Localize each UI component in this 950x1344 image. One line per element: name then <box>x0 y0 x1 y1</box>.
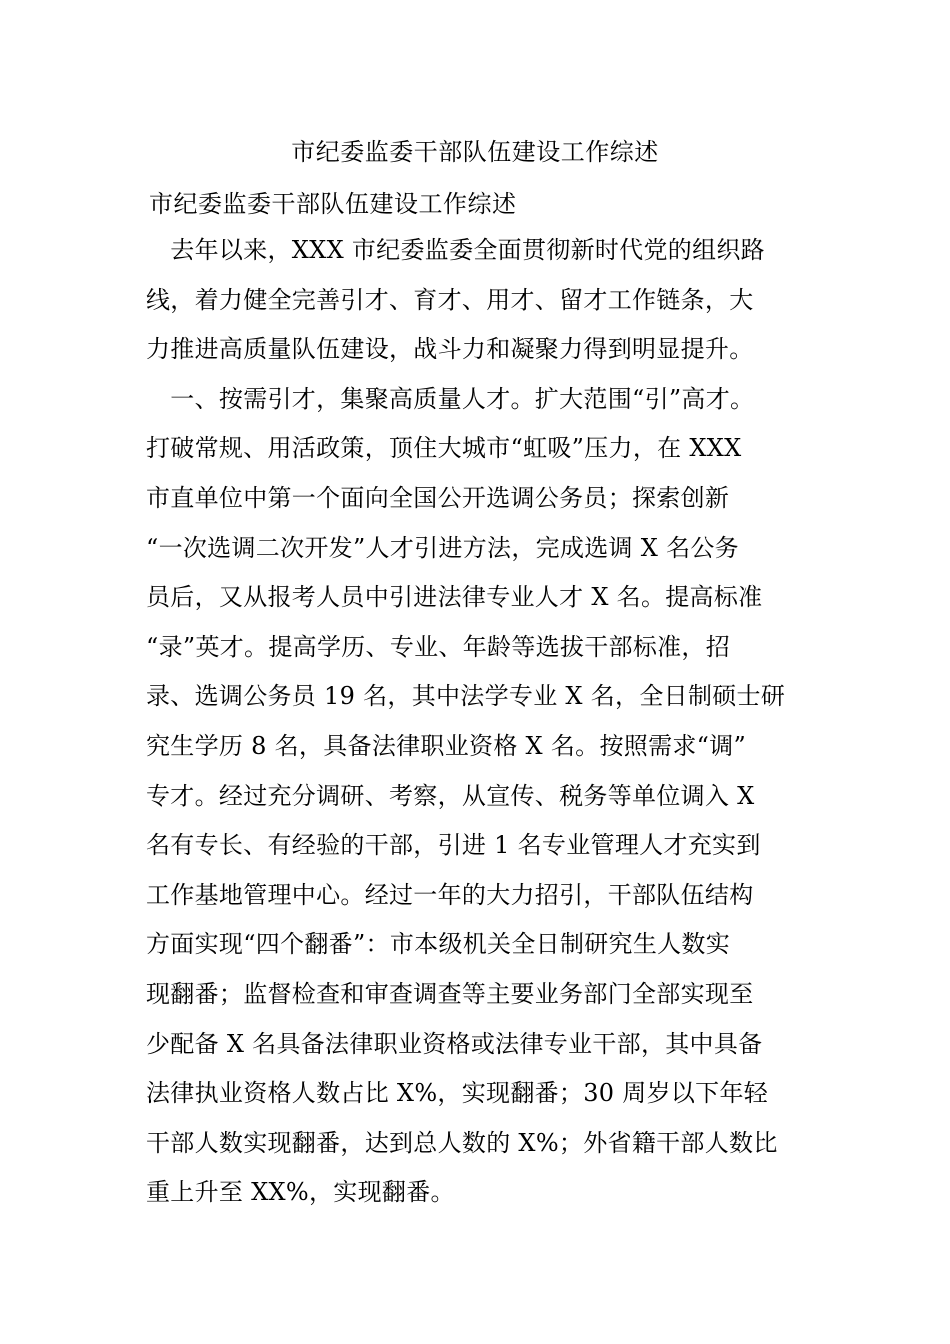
paragraph-line: 去年以来，XXX 市纪委监委全面贯彻新时代党的组织路 <box>146 236 765 264</box>
document-title: 市纪委监委干部队伍建设工作综述 <box>291 138 659 166</box>
paragraph-line: 重上升至 XX%，实现翻番。 <box>146 1178 455 1207</box>
paragraph-line: 线，着力健全完善引才、育才、用才、留才工作链条，大 <box>146 285 754 314</box>
paragraph-line: 专才。经过充分调研、考察，从宣传、税务等单位调入 X <box>146 781 755 810</box>
document-body <box>146 232 826 1224</box>
paragraph-line: 名有专长、有经验的干部，引进 1 名专业管理人才充实到 <box>146 831 761 860</box>
document-subtitle: 市纪委监委干部队伍建设工作综述 <box>149 190 517 218</box>
paragraph-line: 一、按需引才，集聚高质量人才。扩大范围“引”高才。 <box>146 384 755 413</box>
paragraph-line: 力推进高质量队伍建设，战斗力和凝聚力得到明显提升。 <box>146 335 754 364</box>
paragraph-line: 市直单位中第一个面向全国公开选调公务员；探索创新 <box>146 483 730 512</box>
paragraph-line: 打破常规、用活政策，顶住大城市“虹吸”压力，在 XXX <box>146 434 742 463</box>
paragraph-line: “一次选调二次开发”人才引进方法，完成选调 X 名公务 <box>146 533 739 562</box>
paragraph-line: 录、选调公务员 19 名，其中法学专业 X 名，全日制硕士研 <box>146 682 786 711</box>
paragraph-line: 究生学历 8 名，具备法律职业资格 X 名。按照需求“调” <box>146 731 747 760</box>
paragraph-line: 现翻番；监督检查和审查调查等主要业务部门全部实现至 <box>146 979 754 1008</box>
paragraph-line: 法律执业资格人数占比 X%，实现翻番；30 周岁以下年轻 <box>146 1079 769 1108</box>
paragraph-line: “录”英才。提高学历、专业、年龄等选拔干部标准，招 <box>146 632 731 661</box>
paragraph-line: 干部人数实现翻番，达到总人数的 X%；外省籍干部人数比 <box>146 1128 778 1157</box>
paragraph-line: 工作基地管理中心。经过一年的大力招引，干部队伍结构 <box>146 880 754 909</box>
paragraph-line: 少配备 X 名具备法律职业资格或法律专业干部，其中具备 <box>146 1029 763 1058</box>
paragraph-line: 方面实现“四个翻番”：市本级机关全日制研究生人数实 <box>146 930 731 959</box>
paragraph-line: 员后，又从报考人员中引进法律专业人才 X 名。提高标准 <box>146 583 763 612</box>
